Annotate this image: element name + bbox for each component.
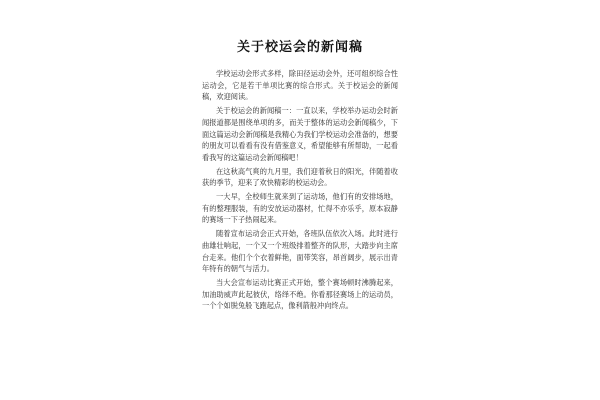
paragraph-competition: 当大会宣布运动比赛正式开始，整个赛场顿时沸腾起来，加油助威声此起彼伏，络绎不绝。你看那径赛场上的运动员，一个个如脱兔般飞跑起点，像利箭般冲向终点。 bbox=[202, 277, 398, 311]
paragraph-opening: 随着宣布运动会正式开始，各班队伍依次入场。此时进行曲雄壮响起，一个又一个班级排着整齐的队形，大踏步向主席台走来。他们个个衣着鲜艳，面带笑容，昂首阔步，展示出青年特有的朝气与活力。 bbox=[202, 229, 398, 274]
paragraph-morning: 一大早，全校师生就来到了运动场，他们有的安排场地，有的整理服装，有的安放运动器材，忙得不亦乐乎，原本寂静的赛场一下子热闹起来。 bbox=[202, 192, 398, 225]
paragraph-news-one: 关于校运会的新闻稿一：一直以来，学校举办运动会时新闻报道都是围绕单项的多，而关于整体的运动会新闻稿少，下面这篇运动会新闻稿是我精心为我们学校运动会准备的，想要的朋友可以看看有没有借鉴意义，希望能够有所帮助，一起看看我写的这篇运动会新闻稿吧！ bbox=[202, 106, 398, 162]
paragraph-autumn: 在这秋高气爽的九月里，我们迎着秋日的阳光，伴随着收获的季节，迎来了欢快精彩的校运动会。 bbox=[202, 166, 398, 188]
document-title: 关于校运会的新闻稿 bbox=[236, 40, 363, 55]
paragraph-intro: 学校运动会形式多样，除田径运动会外，还可组织综合性运动会，它是若干单项比赛的综合形式。关于校运会的新闻稿，欢迎阅读。 bbox=[202, 69, 398, 102]
document-body bbox=[202, 68, 398, 314]
